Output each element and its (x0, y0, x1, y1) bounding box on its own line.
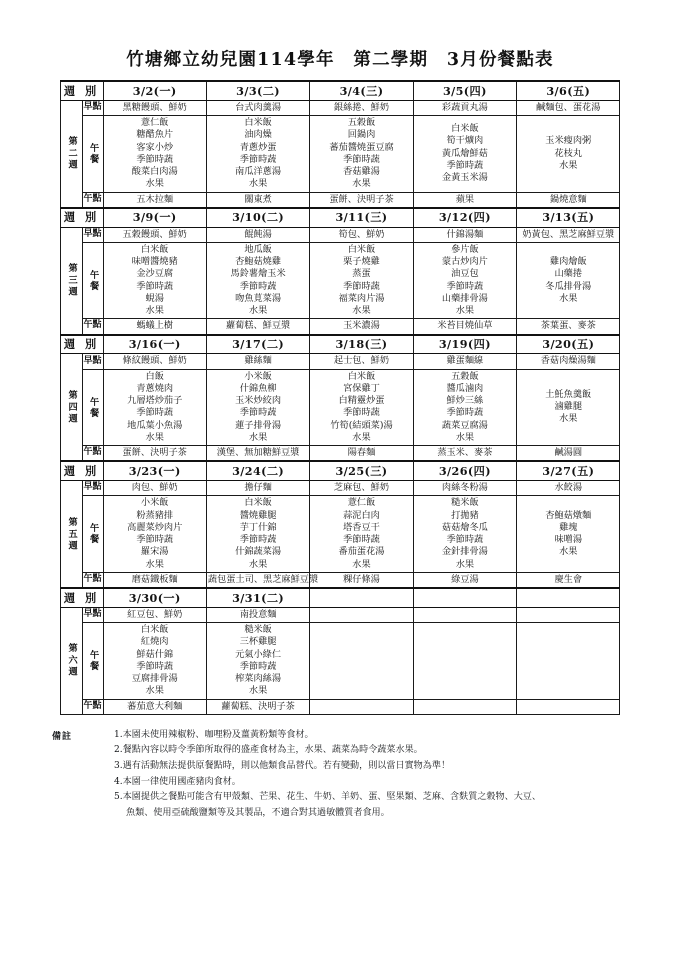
lunch-cell (206, 369, 309, 445)
lunch-dish: 土魠魚羹飯 (545, 389, 592, 400)
lunch-dish: 季節時蔬 (136, 153, 174, 165)
lunch-dish: 粉蒸豬排 (136, 509, 174, 521)
lunch-dish: 水果 (145, 178, 164, 190)
breakfast-row (60, 100, 620, 115)
snack-row (60, 572, 620, 588)
lunch-dish: 水果 (248, 178, 268, 190)
lunch-dish: 豆腐排骨湯 (131, 673, 178, 685)
date-header-cell: 3/17(二) (206, 335, 309, 354)
lunch-dish: 季節時蔬 (136, 534, 174, 546)
lunch-dish: 青蔥炒蛋 (239, 141, 277, 153)
empty-cell (310, 623, 413, 699)
lunch-dish: 滷雞腿 (554, 401, 583, 413)
lunch-dish: 青蔥燒肉 (136, 382, 174, 394)
breakfast-cell: 起士包、鮮奶 (310, 354, 413, 369)
week-header-row (60, 208, 620, 227)
breakfast-cell: 什錦湯麵 (413, 227, 516, 242)
breakfast-cell: 南投意麵 (206, 607, 309, 622)
lunch-dish: 地瓜飯 (244, 243, 272, 255)
breakfast-cell: 台式肉羹湯 (206, 100, 309, 115)
date-header-cell: 3/2(一) (103, 81, 206, 100)
snack-cell: 陽春麵 (310, 446, 413, 462)
lunch-cell (206, 242, 309, 318)
breakfast-cell: 雞蛋麵線 (413, 354, 516, 369)
meal-label-snack: 午點 (82, 699, 103, 714)
lunch-dish: 元氣小綠仁 (235, 648, 282, 660)
lunch-dish: 杏鮑菇燒雞 (235, 256, 282, 268)
week-label-cell: 第六週 (60, 607, 82, 714)
date-header-cell: 3/6(五) (517, 81, 620, 100)
lunch-dish: 水果 (248, 431, 268, 443)
lunch-dish: 水果 (455, 558, 475, 570)
lunch-dish: 筍干爌肉 (446, 135, 484, 147)
lunch-cell (517, 369, 620, 445)
lunch-dish: 醬瓜滷肉 (446, 382, 484, 394)
snack-row (60, 699, 620, 714)
lunch-cell (310, 116, 413, 192)
week-column-header: 週 別 (60, 588, 103, 607)
lunch-dish: 玉米炒絞肉 (235, 395, 282, 407)
snack-cell: 粿仔條湯 (310, 572, 413, 588)
meal-label-snack: 午點 (82, 192, 103, 208)
breakfast-cell: 芝麻包、鮮奶 (310, 481, 413, 496)
lunch-row (60, 116, 620, 192)
snack-cell: 蛋餅、決明子茶 (310, 192, 413, 208)
lunch-dish: 水果 (248, 558, 268, 570)
snack-cell: 蒸玉米、麥茶 (413, 446, 516, 462)
date-header-cell: 3/25(三) (310, 461, 413, 480)
date-header-cell (310, 588, 413, 607)
lunch-cell (517, 116, 620, 192)
breakfast-row (60, 607, 620, 622)
breakfast-cell: 擔仔麵 (206, 481, 309, 496)
lunch-dish: 白米飯 (244, 497, 272, 509)
lunch-cell (103, 623, 206, 699)
snack-cell: 五木拉麵 (103, 192, 206, 208)
lunch-dish: 季節時蔬 (136, 280, 174, 292)
date-header-cell: 3/3(二) (206, 81, 309, 100)
week-label-cell: 第二週 (60, 100, 82, 207)
lunch-cell (103, 496, 206, 572)
lunch-cell (413, 116, 516, 192)
lunch-dish: 季節時蔬 (343, 407, 380, 419)
lunch-dish: 季節時蔬 (239, 153, 277, 165)
lunch-dish: 蓮子排骨湯 (235, 419, 282, 431)
snack-row (60, 192, 620, 208)
lunch-dish: 南瓜洋蔥湯 (235, 166, 282, 178)
lunch-dish: 水果 (145, 685, 164, 697)
date-header-cell: 3/11(三) (310, 208, 413, 227)
lunch-dish: 山藥排骨湯 (441, 292, 488, 304)
date-header-cell: 3/20(五) (517, 335, 620, 354)
note-line: 1.本園未使用辣椒粉、咖哩粉及薑黃粉類等食材。 (114, 729, 314, 740)
lunch-dish: 季節時蔬 (446, 534, 484, 546)
lunch-dish: 白飯 (145, 370, 164, 382)
lunch-cell (103, 116, 206, 192)
empty-cell (310, 699, 413, 714)
lunch-dish: 雞肉燴飯 (549, 256, 587, 268)
week-column-header: 週 別 (60, 461, 103, 480)
lunch-dish: 香菇雞湯 (343, 166, 380, 178)
lunch-dish: 山藥捲 (554, 268, 583, 280)
date-header-cell: 3/31(二) (206, 588, 309, 607)
lunch-dish: 塔香豆干 (343, 521, 380, 533)
lunch-dish: 季節時蔬 (343, 280, 380, 292)
lunch-dish: 金黃玉米湯 (441, 172, 488, 184)
lunch-dish: 蔬菜豆腐湯 (441, 419, 488, 431)
snack-row (60, 446, 620, 462)
lunch-cell (310, 242, 413, 318)
lunch-cell (413, 369, 516, 445)
meal-label-breakfast: 早點 (82, 227, 103, 242)
lunch-dish: 糙米飯 (451, 497, 479, 509)
date-header-cell: 3/10(二) (206, 208, 309, 227)
lunch-dish: 水果 (559, 413, 578, 425)
snack-cell: 磨菇鐵板麵 (103, 572, 206, 588)
lunch-dish: 冬瓜排骨湯 (545, 280, 592, 292)
week-column-header: 週 別 (60, 335, 103, 354)
notes-list (114, 728, 630, 822)
lunch-row (60, 496, 620, 572)
lunch-dish: 水果 (352, 305, 371, 317)
meal-label-snack: 午點 (82, 319, 103, 335)
week-label-cell: 第五週 (60, 481, 82, 588)
breakfast-cell: 五穀饅頭、鮮奶 (103, 227, 206, 242)
lunch-dish: 三杯雞腿 (239, 636, 277, 648)
lunch-dish: 白米飯 (140, 624, 169, 636)
lunch-cell (517, 496, 620, 572)
lunch-dish: 金沙豆腐 (136, 268, 174, 280)
lunch-dish: 什錦蔬菜湯 (235, 546, 282, 558)
empty-cell (517, 623, 620, 699)
date-header-cell: 3/9(一) (103, 208, 206, 227)
lunch-dish: 參片飯 (451, 243, 479, 255)
snack-cell: 蕃茄意大利麵 (103, 699, 206, 714)
lunch-dish: 水果 (455, 431, 475, 443)
lunch-cell (103, 242, 206, 318)
meal-label-breakfast: 早點 (82, 100, 103, 115)
lunch-dish: 季節時蔬 (239, 280, 277, 292)
empty-cell (413, 623, 516, 699)
lunch-dish: 季節時蔬 (136, 660, 174, 672)
lunch-dish: 水果 (455, 305, 475, 317)
lunch-dish: 水果 (352, 431, 371, 443)
lunch-dish: 吻魚莧菜湯 (235, 292, 282, 304)
lunch-dish: 紅燒肉 (140, 636, 169, 648)
lunch-dish: 鮮菇什錦 (136, 648, 174, 660)
snack-cell: 綠豆湯 (413, 572, 516, 588)
lunch-dish: 水果 (352, 178, 371, 190)
meal-label-lunch: 午餐 (82, 623, 103, 699)
lunch-dish: 水果 (559, 292, 578, 304)
breakfast-cell: 香菇肉燥湯麵 (517, 354, 620, 369)
meal-label-snack: 午點 (82, 572, 103, 588)
lunch-dish: 杏鮑菇燉麵 (545, 509, 592, 521)
lunch-dish: 白米飯 (451, 123, 479, 135)
meal-label-lunch: 午餐 (82, 116, 103, 192)
date-header-cell: 3/5(四) (413, 81, 516, 100)
lunch-dish: 地瓜葉小魚湯 (127, 419, 183, 431)
lunch-dish: 水果 (559, 546, 578, 558)
lunch-dish: 薏仁飯 (347, 497, 376, 509)
lunch-dish: 金針排骨湯 (441, 546, 488, 558)
breakfast-cell: 水餃湯 (517, 481, 620, 496)
snack-cell: 蘿蔔糕、鮮豆漿 (206, 319, 309, 335)
lunch-dish: 菇菇燴冬瓜 (441, 521, 488, 533)
lunch-dish: 蜆湯 (145, 292, 164, 304)
lunch-dish: 黃瓜燴鮮菇 (441, 147, 488, 159)
lunch-dish: 味噌湯 (554, 534, 583, 546)
note-line: 3.遇有活動無法提供原餐點時，則以他類食品替代。若有變動，則以當日實物為準！ (114, 761, 451, 772)
lunch-dish: 味噌醬燒豬 (131, 256, 178, 268)
meal-label-breakfast: 早點 (82, 354, 103, 369)
snack-cell: 蘿蔔糕、決明子茶 (206, 699, 309, 714)
lunch-dish: 水果 (145, 305, 164, 317)
date-header-cell: 3/12(四) (413, 208, 516, 227)
lunch-dish: 季節時蔬 (239, 407, 277, 419)
breakfast-cell: 餛飩湯 (206, 227, 309, 242)
lunch-dish: 季節時蔬 (239, 534, 277, 546)
snack-cell: 關東煮 (206, 192, 309, 208)
lunch-dish: 五穀飯 (451, 370, 479, 382)
lunch-dish: 白米飯 (140, 243, 169, 255)
lunch-dish: 羅宋湯 (140, 546, 169, 558)
lunch-dish: 九層塔炒茄子 (127, 395, 183, 407)
lunch-dish: 季節時蔬 (343, 534, 380, 546)
lunch-dish: 季節時蔬 (136, 407, 174, 419)
lunch-dish: 蒜泥白肉 (343, 509, 380, 521)
lunch-dish: 季節時蔬 (446, 159, 484, 171)
breakfast-row (60, 354, 620, 369)
lunch-dish: 白米飯 (244, 117, 272, 129)
lunch-dish: 宮保雞丁 (343, 382, 380, 394)
lunch-dish: 小米飯 (140, 497, 169, 509)
snack-cell: 蛋餅、決明子茶 (103, 446, 206, 462)
lunch-dish: 高麗菜炒肉片 (127, 521, 183, 533)
lunch-dish: 白米飯 (347, 370, 376, 382)
breakfast-cell: 紅豆包、鮮奶 (103, 607, 206, 622)
lunch-cell (310, 496, 413, 572)
lunch-cell (517, 242, 620, 318)
lunch-row (60, 369, 620, 445)
date-header-cell: 3/18(三) (310, 335, 413, 354)
breakfast-cell: 彩蔬貢丸湯 (413, 100, 516, 115)
lunch-dish: 番茄蛋花湯 (338, 546, 385, 558)
date-header-cell: 3/26(四) (413, 461, 516, 480)
lunch-dish: 花枝丸 (554, 147, 583, 159)
lunch-dish: 醬燒雞腿 (239, 509, 277, 521)
week-column-header: 週 別 (60, 81, 103, 100)
meal-label-snack: 午點 (82, 446, 103, 462)
week-header-row (60, 81, 620, 100)
week-label-cell: 第三週 (60, 227, 82, 334)
breakfast-cell: 雞絲麵 (206, 354, 309, 369)
empty-cell (413, 607, 516, 622)
lunch-dish: 蒸蛋 (352, 268, 371, 280)
week-header-row (60, 588, 620, 607)
date-header-cell (517, 588, 620, 607)
lunch-cell (413, 496, 516, 572)
snack-cell: 玉米濃湯 (310, 319, 413, 335)
snack-cell: 蘋果 (413, 192, 516, 208)
breakfast-cell: 鹹麵包、蛋花湯 (517, 100, 620, 115)
snack-cell: 茶葉蛋、麥茶 (517, 319, 620, 335)
note-line: 4.本園一律使用國產豬肉食材。 (114, 776, 241, 787)
note-line: 魚類、使用亞硫酸鹽類等及其製品，不適合對其過敏體質者食用。 (126, 808, 390, 819)
lunch-dish: 水果 (559, 159, 578, 171)
date-header-cell: 3/27(五) (517, 461, 620, 480)
date-header-cell: 3/19(四) (413, 335, 516, 354)
lunch-dish: 栗子燒雞 (343, 256, 380, 268)
snack-cell: 米苔目燒仙草 (413, 319, 516, 335)
breakfast-cell: 銀絲捲、鮮奶 (310, 100, 413, 115)
breakfast-cell: 黑糖饅頭、鮮奶 (103, 100, 206, 115)
lunch-dish: 回鍋肉 (347, 129, 376, 141)
lunch-dish: 白米飯 (347, 243, 376, 255)
lunch-dish: 蕃茄醬燒蛋豆腐 (329, 141, 394, 153)
breakfast-cell: 肉包、鮮奶 (103, 481, 206, 496)
breakfast-row (60, 481, 620, 496)
lunch-dish: 油肉燥 (244, 129, 272, 141)
week-header-row (60, 461, 620, 480)
lunch-dish: 客家小炒 (136, 141, 174, 153)
date-header-cell (413, 588, 516, 607)
week-header-row (60, 335, 620, 354)
lunch-dish: 小米飯 (244, 370, 272, 382)
week-label-cell: 第四週 (60, 354, 82, 461)
date-header-cell: 3/24(二) (206, 461, 309, 480)
week-column-header: 週 別 (60, 208, 103, 227)
lunch-dish: 五穀飯 (347, 117, 376, 129)
lunch-dish: 蒙古炒肉片 (441, 256, 488, 268)
lunch-dish: 糙米飯 (244, 624, 272, 636)
lunch-dish: 玉米瘦肉粥 (545, 135, 592, 147)
lunch-dish: 福菜肉片湯 (338, 292, 385, 304)
lunch-dish: 水果 (145, 431, 164, 443)
lunch-dish: 水果 (248, 685, 268, 697)
meal-label-breakfast: 早點 (82, 607, 103, 622)
empty-cell (517, 607, 620, 622)
lunch-dish: 什錦魚柳 (239, 382, 277, 394)
lunch-dish: 酸菜白肉湯 (131, 166, 178, 178)
lunch-cell (103, 369, 206, 445)
snack-cell: 螞蟻上樹 (103, 319, 206, 335)
meal-label-lunch: 午餐 (82, 242, 103, 318)
meal-label-lunch: 午餐 (82, 496, 103, 572)
note-line: 5.本園提供之餐點可能含有甲殼類、芒果、花生、牛奶、羊奶、蛋、堅果類、芝麻、含麩質之穀物、大豆、 (114, 792, 541, 803)
snack-row (60, 319, 620, 335)
lunch-cell (206, 496, 309, 572)
breakfast-cell: 肉絲冬粉湯 (413, 481, 516, 496)
lunch-dish: 鮮炒三絲 (446, 395, 484, 407)
date-header-cell: 3/16(一) (103, 335, 206, 354)
meal-label-lunch: 午餐 (82, 369, 103, 445)
note-line: 2.餐點內容以時令季節所取得的盛產食材為主，水果、蔬菜為時令蔬菜水果。 (114, 745, 423, 756)
lunch-dish: 油豆包 (451, 268, 479, 280)
breakfast-row (60, 227, 620, 242)
lunch-dish: 季節時蔬 (239, 660, 277, 672)
snack-cell: 慶生會 (517, 572, 620, 588)
breakfast-cell: 筍包、鮮奶 (310, 227, 413, 242)
lunch-dish: 薏仁飯 (140, 117, 169, 129)
snack-cell: 漢堡、無加糖鮮豆漿 (206, 446, 309, 462)
breakfast-cell: 條紋饅頭、鮮奶 (103, 354, 206, 369)
lunch-dish: 季節時蔬 (446, 407, 484, 419)
empty-cell (413, 699, 516, 714)
empty-cell (517, 699, 620, 714)
lunch-cell (206, 623, 309, 699)
lunch-cell (206, 116, 309, 192)
date-header-cell: 3/23(一) (103, 461, 206, 480)
lunch-dish: 季節時蔬 (343, 153, 380, 165)
lunch-dish: 榨菜肉絲湯 (235, 673, 282, 685)
snack-cell: 蔬包蛋土司、黑芝麻鮮豆漿 (206, 572, 309, 588)
date-header-cell: 3/4(三) (310, 81, 413, 100)
lunch-cell (413, 242, 516, 318)
lunch-dish: 打拋豬 (451, 509, 479, 521)
lunch-dish: 芋丁什錦 (239, 521, 277, 533)
menu-table (60, 80, 621, 715)
lunch-dish: 水果 (145, 558, 164, 570)
date-header-cell: 3/30(一) (103, 588, 206, 607)
snack-cell: 鍋燒意麵 (517, 192, 620, 208)
lunch-row (60, 242, 620, 318)
notes-section (50, 728, 630, 822)
lunch-dish: 糖醋魚片 (136, 129, 174, 141)
lunch-dish: 白精靈炒蛋 (338, 395, 385, 407)
lunch-dish: 馬鈴薯燴玉米 (230, 268, 286, 280)
lunch-dish: 水果 (248, 305, 268, 317)
meal-label-breakfast: 早點 (82, 481, 103, 496)
lunch-dish: 竹筍(結頭菜)湯 (330, 419, 393, 431)
lunch-cell (310, 369, 413, 445)
lunch-dish: 雞塊 (559, 521, 578, 533)
snack-cell: 鹹湯圓 (517, 446, 620, 462)
date-header-cell: 3/13(五) (517, 208, 620, 227)
lunch-row (60, 623, 620, 699)
empty-cell (310, 607, 413, 622)
notes-label: 備註 (52, 731, 73, 742)
lunch-dish: 季節時蔬 (446, 280, 484, 292)
page-title: 竹塘鄉立幼兒園114學年 第二學期 3月份餐點表 (126, 50, 554, 70)
lunch-dish: 水果 (352, 558, 371, 570)
breakfast-cell: 奶黃包、黑芝麻鮮豆漿 (517, 227, 620, 242)
